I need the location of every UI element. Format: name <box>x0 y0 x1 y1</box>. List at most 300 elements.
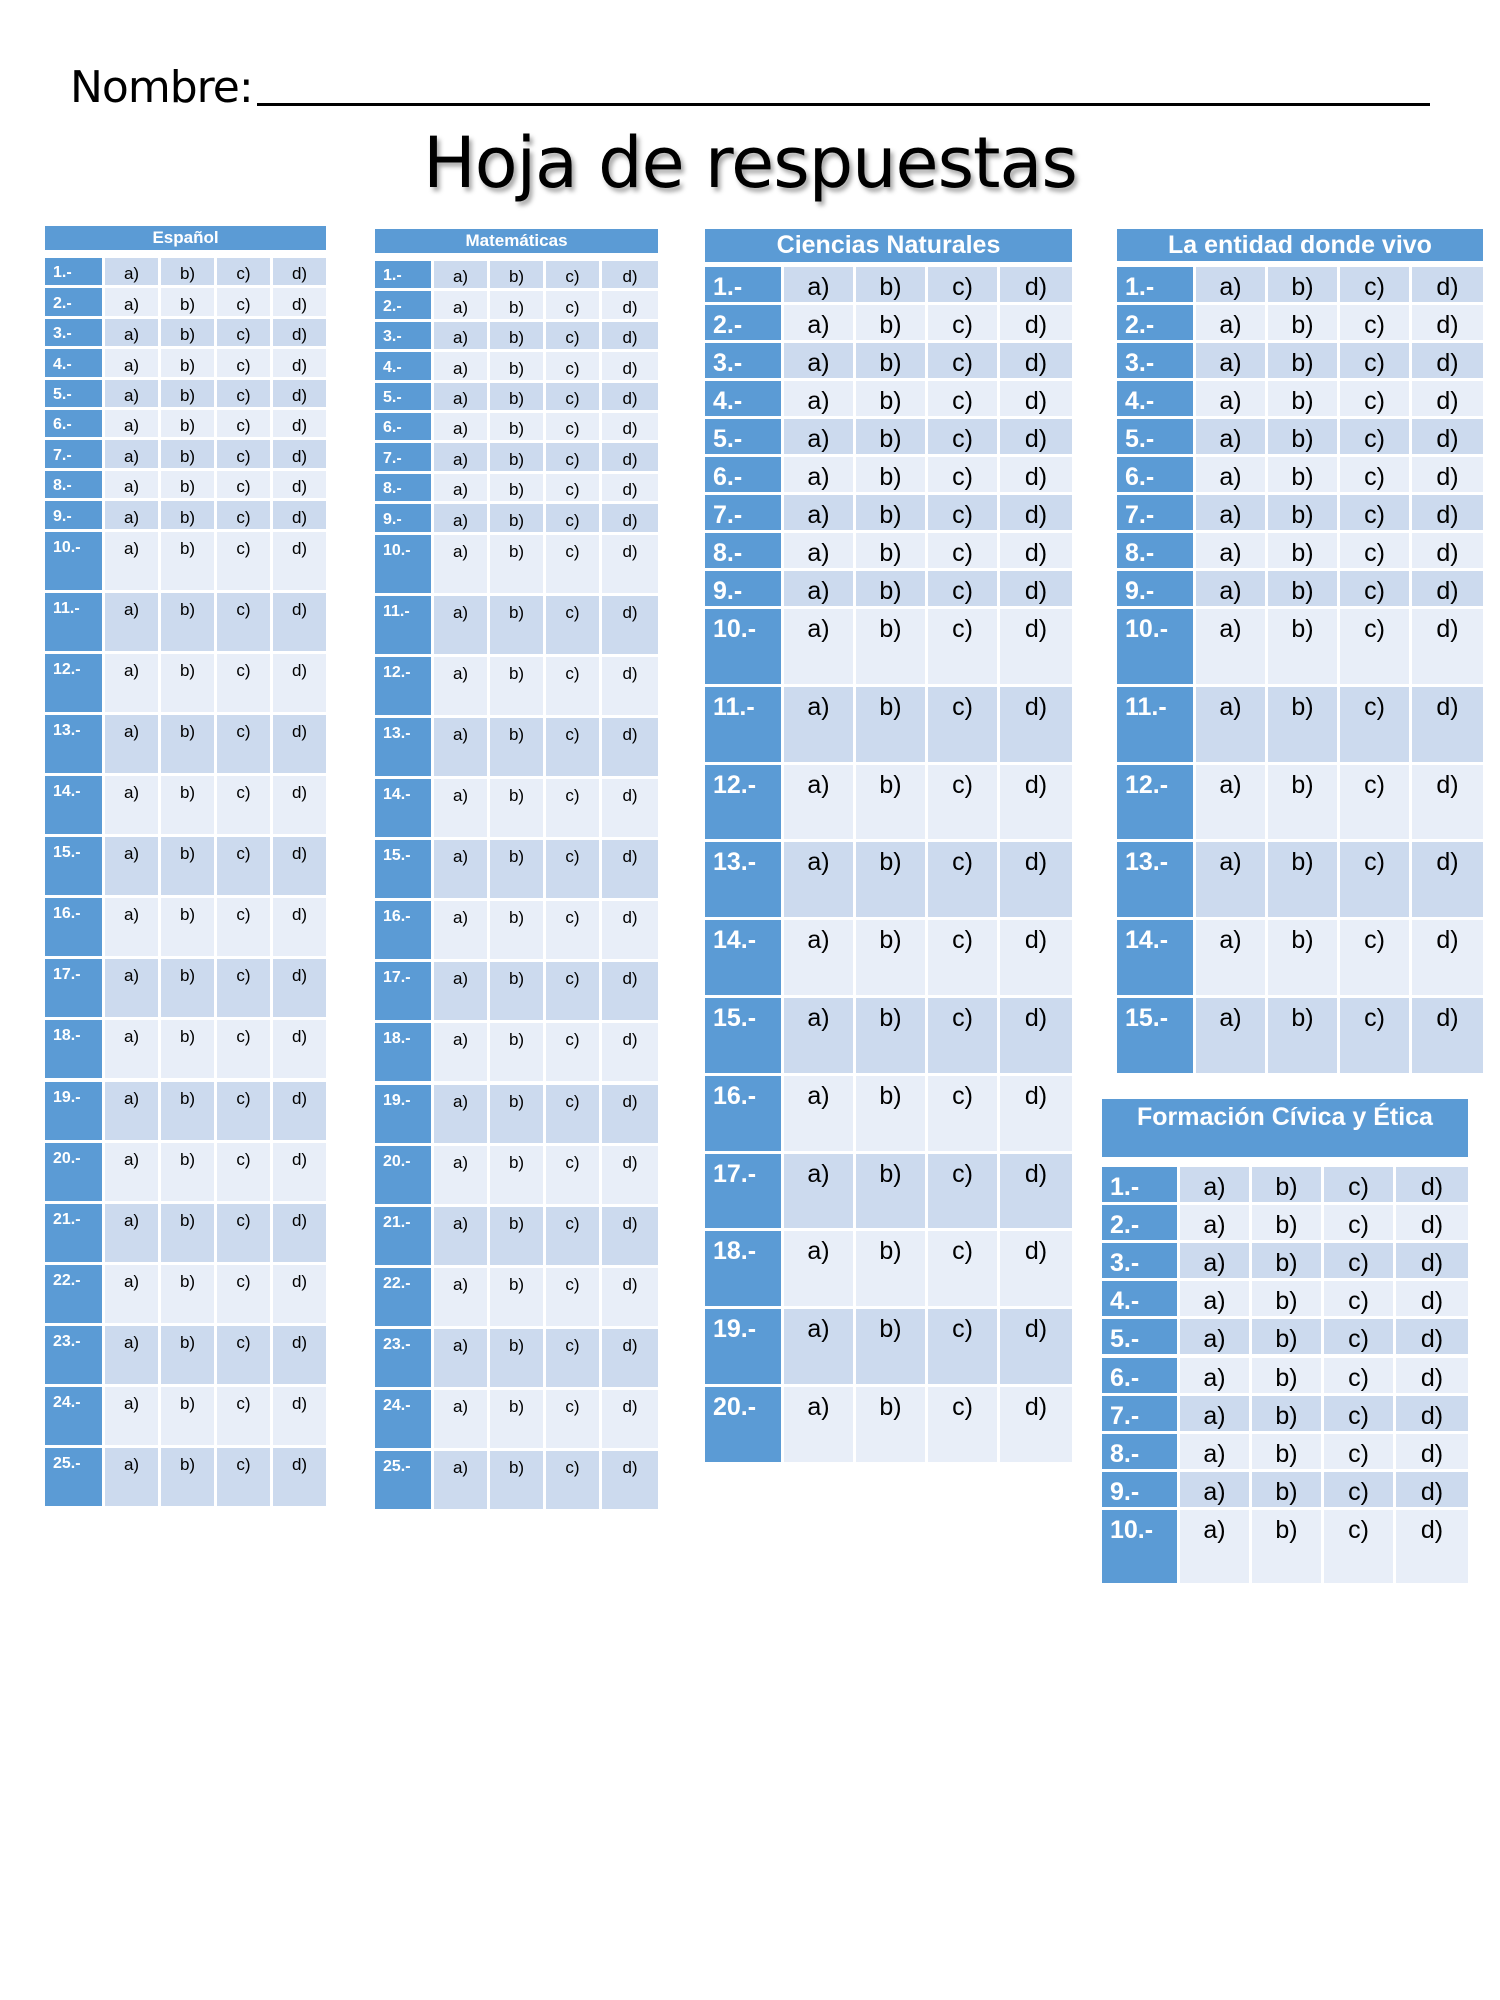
answer-option-a[interactable]: a) <box>1180 1243 1252 1281</box>
answer-option-d[interactable]: d) <box>1412 381 1483 419</box>
answer-option-c[interactable]: c) <box>546 504 602 534</box>
answer-option-c[interactable]: c) <box>928 1076 1000 1154</box>
answer-option-a[interactable]: a) <box>105 1204 161 1265</box>
answer-option-a[interactable]: a) <box>434 1329 490 1390</box>
answer-option-d[interactable]: d) <box>273 1326 326 1387</box>
answer-option-d[interactable]: d) <box>273 715 326 776</box>
answer-option-a[interactable]: a) <box>434 443 490 473</box>
answer-option-b[interactable]: b) <box>490 261 546 291</box>
answer-option-c[interactable]: c) <box>217 654 273 715</box>
answer-option-c[interactable]: c) <box>217 593 273 654</box>
answer-option-b[interactable]: b) <box>856 381 928 419</box>
answer-option-c[interactable]: c) <box>546 474 602 504</box>
answer-option-b[interactable]: b) <box>161 1143 217 1204</box>
answer-option-b[interactable]: b) <box>490 1146 546 1207</box>
answer-option-b[interactable]: b) <box>1268 571 1340 609</box>
answer-option-a[interactable]: a) <box>105 258 161 288</box>
answer-option-b[interactable]: b) <box>161 380 217 410</box>
answer-option-a[interactable]: a) <box>1180 1396 1252 1434</box>
answer-option-d[interactable]: d) <box>602 1390 658 1451</box>
answer-option-c[interactable]: c) <box>1324 1319 1396 1357</box>
answer-option-d[interactable]: d) <box>1000 1154 1072 1232</box>
answer-option-b[interactable]: b) <box>856 842 928 920</box>
answer-option-b[interactable]: b) <box>1268 765 1340 843</box>
answer-option-b[interactable]: b) <box>856 267 928 305</box>
answer-option-b[interactable]: b) <box>1252 1396 1324 1434</box>
answer-option-c[interactable]: c) <box>1340 457 1412 495</box>
answer-option-c[interactable]: c) <box>217 258 273 288</box>
answer-option-b[interactable]: b) <box>1268 609 1340 687</box>
answer-option-b[interactable]: b) <box>161 1448 217 1509</box>
answer-option-a[interactable]: a) <box>784 305 856 343</box>
answer-option-d[interactable]: d) <box>1000 305 1072 343</box>
answer-option-d[interactable]: d) <box>602 1329 658 1390</box>
answer-option-d[interactable]: d) <box>602 840 658 901</box>
answer-option-d[interactable]: d) <box>1000 998 1072 1076</box>
answer-option-a[interactable]: a) <box>105 1265 161 1326</box>
answer-option-d[interactable]: d) <box>602 1085 658 1146</box>
answer-option-c[interactable]: c) <box>546 443 602 473</box>
answer-option-c[interactable]: c) <box>1324 1434 1396 1472</box>
answer-option-a[interactable]: a) <box>1196 457 1268 495</box>
answer-option-d[interactable]: d) <box>1412 571 1483 609</box>
answer-option-a[interactable]: a) <box>434 840 490 901</box>
answer-option-a[interactable]: a) <box>1196 381 1268 419</box>
answer-option-b[interactable]: b) <box>856 305 928 343</box>
answer-option-a[interactable]: a) <box>1196 687 1268 765</box>
answer-option-b[interactable]: b) <box>161 1204 217 1265</box>
answer-option-c[interactable]: c) <box>217 380 273 410</box>
answer-option-d[interactable]: d) <box>602 1207 658 1268</box>
answer-option-d[interactable]: d) <box>1412 609 1483 687</box>
answer-option-b[interactable]: b) <box>490 596 546 657</box>
answer-option-d[interactable]: d) <box>273 837 326 898</box>
answer-option-d[interactable]: d) <box>273 380 326 410</box>
answer-option-c[interactable]: c) <box>217 440 273 470</box>
answer-option-c[interactable]: c) <box>546 1085 602 1146</box>
answer-option-d[interactable]: d) <box>1000 267 1072 305</box>
answer-option-d[interactable]: d) <box>1000 495 1072 533</box>
answer-option-c[interactable]: c) <box>928 1309 1000 1387</box>
answer-option-b[interactable]: b) <box>161 959 217 1020</box>
answer-option-a[interactable]: a) <box>784 920 856 998</box>
answer-option-b[interactable]: b) <box>490 474 546 504</box>
answer-option-b[interactable]: b) <box>1252 1358 1324 1396</box>
answer-option-d[interactable]: d) <box>1000 457 1072 495</box>
answer-option-a[interactable]: a) <box>1196 609 1268 687</box>
answer-option-a[interactable]: a) <box>105 776 161 837</box>
answer-option-d[interactable]: d) <box>602 1268 658 1329</box>
answer-option-d[interactable]: d) <box>1396 1167 1468 1205</box>
answer-option-b[interactable]: b) <box>161 1082 217 1143</box>
answer-option-b[interactable]: b) <box>1268 381 1340 419</box>
answer-option-b[interactable]: b) <box>1268 457 1340 495</box>
answer-option-c[interactable]: c) <box>928 533 1000 571</box>
answer-option-a[interactable]: a) <box>434 779 490 840</box>
answer-option-b[interactable]: b) <box>856 1231 928 1309</box>
answer-option-d[interactable]: d) <box>602 504 658 534</box>
answer-option-a[interactable]: a) <box>434 535 490 596</box>
answer-option-a[interactable]: a) <box>434 657 490 718</box>
answer-option-b[interactable]: b) <box>161 410 217 440</box>
answer-option-c[interactable]: c) <box>1324 1167 1396 1205</box>
answer-option-c[interactable]: c) <box>546 718 602 779</box>
answer-option-c[interactable]: c) <box>546 1268 602 1329</box>
answer-option-a[interactable]: a) <box>784 998 856 1076</box>
answer-option-a[interactable]: a) <box>105 1387 161 1448</box>
answer-option-b[interactable]: b) <box>856 609 928 687</box>
answer-option-a[interactable]: a) <box>1180 1281 1252 1319</box>
answer-option-c[interactable]: c) <box>1340 609 1412 687</box>
answer-option-a[interactable]: a) <box>1180 1472 1252 1510</box>
answer-option-c[interactable]: c) <box>928 765 1000 843</box>
answer-option-b[interactable]: b) <box>161 654 217 715</box>
answer-option-a[interactable]: a) <box>784 765 856 843</box>
answer-option-a[interactable]: a) <box>434 1207 490 1268</box>
answer-option-b[interactable]: b) <box>1268 842 1340 920</box>
answer-option-a[interactable]: a) <box>105 1082 161 1143</box>
answer-option-a[interactable]: a) <box>105 501 161 531</box>
answer-option-a[interactable]: a) <box>784 1154 856 1232</box>
answer-option-a[interactable]: a) <box>105 532 161 593</box>
answer-option-d[interactable]: d) <box>602 1146 658 1207</box>
answer-option-d[interactable]: d) <box>602 291 658 321</box>
answer-option-c[interactable]: c) <box>928 998 1000 1076</box>
answer-option-b[interactable]: b) <box>161 349 217 379</box>
answer-option-d[interactable]: d) <box>1000 842 1072 920</box>
answer-option-a[interactable]: a) <box>784 842 856 920</box>
answer-option-d[interactable]: d) <box>602 535 658 596</box>
answer-option-d[interactable]: d) <box>1412 419 1483 457</box>
answer-option-a[interactable]: a) <box>784 1076 856 1154</box>
answer-option-c[interactable]: c) <box>928 305 1000 343</box>
answer-option-b[interactable]: b) <box>161 471 217 501</box>
answer-option-b[interactable]: b) <box>490 1023 546 1084</box>
answer-option-d[interactable]: d) <box>1412 998 1483 1076</box>
answer-option-d[interactable]: d) <box>602 962 658 1023</box>
answer-option-b[interactable]: b) <box>161 898 217 959</box>
answer-option-c[interactable]: c) <box>546 1390 602 1451</box>
answer-option-a[interactable]: a) <box>1180 1205 1252 1243</box>
answer-option-d[interactable]: d) <box>273 410 326 440</box>
answer-option-b[interactable]: b) <box>856 495 928 533</box>
answer-option-c[interactable]: c) <box>217 532 273 593</box>
answer-option-b[interactable]: b) <box>856 571 928 609</box>
answer-option-c[interactable]: c) <box>217 1020 273 1081</box>
answer-option-d[interactable]: d) <box>602 383 658 413</box>
answer-option-c[interactable]: c) <box>217 715 273 776</box>
answer-option-a[interactable]: a) <box>1196 267 1268 305</box>
answer-option-b[interactable]: b) <box>490 962 546 1023</box>
answer-option-d[interactable]: d) <box>273 1265 326 1326</box>
answer-option-c[interactable]: c) <box>217 288 273 318</box>
answer-option-d[interactable]: d) <box>1412 267 1483 305</box>
answer-option-b[interactable]: b) <box>490 352 546 382</box>
answer-option-d[interactable]: d) <box>602 474 658 504</box>
answer-option-d[interactable]: d) <box>1000 533 1072 571</box>
answer-option-a[interactable]: a) <box>784 419 856 457</box>
answer-option-c[interactable]: c) <box>546 322 602 352</box>
answer-option-a[interactable]: a) <box>434 322 490 352</box>
answer-option-b[interactable]: b) <box>161 501 217 531</box>
answer-option-b[interactable]: b) <box>1268 920 1340 998</box>
answer-option-a[interactable]: a) <box>784 457 856 495</box>
answer-option-d[interactable]: d) <box>1396 1205 1468 1243</box>
answer-option-d[interactable]: d) <box>602 413 658 443</box>
answer-option-c[interactable]: c) <box>928 1387 1000 1465</box>
answer-option-a[interactable]: a) <box>105 715 161 776</box>
answer-option-c[interactable]: c) <box>1324 1396 1396 1434</box>
answer-option-c[interactable]: c) <box>546 901 602 962</box>
answer-option-c[interactable]: c) <box>1324 1243 1396 1281</box>
answer-option-b[interactable]: b) <box>856 1309 928 1387</box>
answer-option-d[interactable]: d) <box>1000 1309 1072 1387</box>
answer-option-b[interactable]: b) <box>856 533 928 571</box>
answer-option-c[interactable]: c) <box>217 1387 273 1448</box>
answer-option-a[interactable]: a) <box>105 1326 161 1387</box>
answer-option-b[interactable]: b) <box>490 840 546 901</box>
answer-option-b[interactable]: b) <box>856 687 928 765</box>
name-line[interactable] <box>257 103 1430 106</box>
answer-option-a[interactable]: a) <box>105 1020 161 1081</box>
answer-option-b[interactable]: b) <box>161 1265 217 1326</box>
answer-option-c[interactable]: c) <box>928 1231 1000 1309</box>
answer-option-c[interactable]: c) <box>217 959 273 1020</box>
answer-option-a[interactable]: a) <box>784 571 856 609</box>
answer-option-d[interactable]: d) <box>1412 842 1483 920</box>
answer-option-d[interactable]: d) <box>1412 457 1483 495</box>
answer-option-d[interactable]: d) <box>1412 305 1483 343</box>
answer-option-b[interactable]: b) <box>1268 343 1340 381</box>
answer-option-a[interactable]: a) <box>105 1143 161 1204</box>
answer-option-d[interactable]: d) <box>273 319 326 349</box>
answer-option-c[interactable]: c) <box>928 842 1000 920</box>
answer-option-b[interactable]: b) <box>490 383 546 413</box>
answer-option-d[interactable]: d) <box>273 258 326 288</box>
answer-option-b[interactable]: b) <box>1268 419 1340 457</box>
answer-option-b[interactable]: b) <box>490 443 546 473</box>
answer-option-a[interactable]: a) <box>784 343 856 381</box>
answer-option-a[interactable]: a) <box>784 533 856 571</box>
answer-option-a[interactable]: a) <box>105 288 161 318</box>
answer-option-b[interactable]: b) <box>161 532 217 593</box>
answer-option-c[interactable]: c) <box>928 609 1000 687</box>
answer-option-b[interactable]: b) <box>1252 1472 1324 1510</box>
answer-option-a[interactable]: a) <box>784 1231 856 1309</box>
answer-option-a[interactable]: a) <box>784 381 856 419</box>
answer-option-b[interactable]: b) <box>1252 1434 1324 1472</box>
answer-option-c[interactable]: c) <box>217 1448 273 1509</box>
answer-option-c[interactable]: c) <box>546 840 602 901</box>
answer-option-b[interactable]: b) <box>1252 1205 1324 1243</box>
answer-option-d[interactable]: d) <box>1000 419 1072 457</box>
answer-option-a[interactable]: a) <box>105 837 161 898</box>
answer-option-a[interactable]: a) <box>105 410 161 440</box>
answer-option-a[interactable]: a) <box>105 349 161 379</box>
answer-option-d[interactable]: d) <box>1396 1472 1468 1510</box>
answer-option-d[interactable]: d) <box>1000 571 1072 609</box>
answer-option-d[interactable]: d) <box>602 718 658 779</box>
answer-option-b[interactable]: b) <box>490 779 546 840</box>
answer-option-b[interactable]: b) <box>490 1451 546 1512</box>
answer-option-b[interactable]: b) <box>856 998 928 1076</box>
answer-option-d[interactable]: d) <box>1000 1076 1072 1154</box>
answer-option-d[interactable]: d) <box>1000 1231 1072 1309</box>
answer-option-b[interactable]: b) <box>856 419 928 457</box>
answer-option-b[interactable]: b) <box>856 343 928 381</box>
answer-option-d[interactable]: d) <box>273 1387 326 1448</box>
answer-option-b[interactable]: b) <box>856 1154 928 1232</box>
answer-option-a[interactable]: a) <box>1196 533 1268 571</box>
answer-option-c[interactable]: c) <box>546 291 602 321</box>
answer-option-c[interactable]: c) <box>217 1082 273 1143</box>
answer-option-c[interactable]: c) <box>928 457 1000 495</box>
answer-option-b[interactable]: b) <box>1268 495 1340 533</box>
answer-option-b[interactable]: b) <box>490 322 546 352</box>
answer-option-b[interactable]: b) <box>1268 533 1340 571</box>
answer-option-b[interactable]: b) <box>161 837 217 898</box>
answer-option-a[interactable]: a) <box>1196 419 1268 457</box>
answer-option-c[interactable]: c) <box>1324 1510 1396 1586</box>
answer-option-b[interactable]: b) <box>490 718 546 779</box>
answer-option-d[interactable]: d) <box>1000 687 1072 765</box>
answer-option-c[interactable]: c) <box>546 1023 602 1084</box>
answer-option-a[interactable]: a) <box>434 1085 490 1146</box>
answer-option-b[interactable]: b) <box>490 1085 546 1146</box>
answer-option-a[interactable]: a) <box>434 504 490 534</box>
answer-option-b[interactable]: b) <box>856 1076 928 1154</box>
answer-option-d[interactable]: d) <box>273 654 326 715</box>
answer-option-a[interactable]: a) <box>784 495 856 533</box>
answer-option-d[interactable]: d) <box>1412 765 1483 843</box>
answer-option-c[interactable]: c) <box>928 267 1000 305</box>
answer-option-c[interactable]: c) <box>1340 920 1412 998</box>
answer-option-c[interactable]: c) <box>1340 495 1412 533</box>
answer-option-b[interactable]: b) <box>1252 1510 1324 1586</box>
answer-option-b[interactable]: b) <box>161 258 217 288</box>
answer-option-a[interactable]: a) <box>434 901 490 962</box>
answer-option-b[interactable]: b) <box>490 1207 546 1268</box>
answer-option-d[interactable]: d) <box>602 596 658 657</box>
answer-option-c[interactable]: c) <box>546 779 602 840</box>
answer-option-c[interactable]: c) <box>1340 267 1412 305</box>
answer-option-b[interactable]: b) <box>490 504 546 534</box>
answer-option-c[interactable]: c) <box>217 898 273 959</box>
answer-option-d[interactable]: d) <box>273 1082 326 1143</box>
answer-option-b[interactable]: b) <box>490 291 546 321</box>
answer-option-c[interactable]: c) <box>217 410 273 440</box>
answer-option-c[interactable]: c) <box>546 261 602 291</box>
answer-option-c[interactable]: c) <box>1324 1281 1396 1319</box>
answer-option-a[interactable]: a) <box>1196 495 1268 533</box>
answer-option-c[interactable]: c) <box>928 495 1000 533</box>
answer-option-b[interactable]: b) <box>161 1387 217 1448</box>
answer-option-c[interactable]: c) <box>217 1204 273 1265</box>
answer-option-d[interactable]: d) <box>602 901 658 962</box>
answer-option-c[interactable]: c) <box>1340 842 1412 920</box>
answer-option-c[interactable]: c) <box>546 962 602 1023</box>
answer-option-b[interactable]: b) <box>161 593 217 654</box>
answer-option-b[interactable]: b) <box>490 1268 546 1329</box>
answer-option-d[interactable]: d) <box>1000 1387 1072 1465</box>
answer-option-d[interactable]: d) <box>1412 495 1483 533</box>
answer-option-d[interactable]: d) <box>273 1204 326 1265</box>
answer-option-b[interactable]: b) <box>1268 305 1340 343</box>
answer-option-a[interactable]: a) <box>105 319 161 349</box>
answer-option-c[interactable]: c) <box>1340 419 1412 457</box>
answer-option-b[interactable]: b) <box>490 1329 546 1390</box>
answer-option-a[interactable]: a) <box>434 1390 490 1451</box>
answer-option-a[interactable]: a) <box>105 593 161 654</box>
answer-option-a[interactable]: a) <box>434 413 490 443</box>
answer-option-c[interactable]: c) <box>1340 687 1412 765</box>
answer-option-d[interactable]: d) <box>273 288 326 318</box>
answer-option-c[interactable]: c) <box>217 319 273 349</box>
answer-option-b[interactable]: b) <box>490 535 546 596</box>
answer-option-d[interactable]: d) <box>273 532 326 593</box>
answer-option-c[interactable]: c) <box>1340 305 1412 343</box>
answer-option-a[interactable]: a) <box>1180 1167 1252 1205</box>
answer-option-c[interactable]: c) <box>1340 343 1412 381</box>
answer-option-c[interactable]: c) <box>217 1265 273 1326</box>
answer-option-a[interactable]: a) <box>434 474 490 504</box>
answer-option-a[interactable]: a) <box>434 718 490 779</box>
answer-option-a[interactable]: a) <box>434 1023 490 1084</box>
answer-option-a[interactable]: a) <box>105 898 161 959</box>
answer-option-d[interactable]: d) <box>1412 533 1483 571</box>
answer-option-d[interactable]: d) <box>1396 1281 1468 1319</box>
answer-option-c[interactable]: c) <box>546 1207 602 1268</box>
answer-option-c[interactable]: c) <box>928 381 1000 419</box>
answer-option-d[interactable]: d) <box>1412 343 1483 381</box>
answer-option-a[interactable]: a) <box>1196 305 1268 343</box>
answer-option-a[interactable]: a) <box>784 687 856 765</box>
answer-option-c[interactable]: c) <box>546 1451 602 1512</box>
answer-option-b[interactable]: b) <box>161 776 217 837</box>
answer-option-c[interactable]: c) <box>928 920 1000 998</box>
answer-option-d[interactable]: d) <box>602 657 658 718</box>
answer-option-b[interactable]: b) <box>1252 1281 1324 1319</box>
answer-option-c[interactable]: c) <box>546 1329 602 1390</box>
answer-option-b[interactable]: b) <box>490 657 546 718</box>
answer-option-c[interactable]: c) <box>1340 381 1412 419</box>
answer-option-c[interactable]: c) <box>928 343 1000 381</box>
answer-option-a[interactable]: a) <box>1196 571 1268 609</box>
answer-option-a[interactable]: a) <box>1196 343 1268 381</box>
answer-option-a[interactable]: a) <box>1196 998 1268 1076</box>
answer-option-c[interactable]: c) <box>546 535 602 596</box>
answer-option-c[interactable]: c) <box>1340 571 1412 609</box>
answer-option-a[interactable]: a) <box>784 1309 856 1387</box>
answer-option-a[interactable]: a) <box>105 1448 161 1509</box>
answer-option-d[interactable]: d) <box>273 593 326 654</box>
answer-option-d[interactable]: d) <box>1000 920 1072 998</box>
answer-option-b[interactable]: b) <box>856 765 928 843</box>
answer-option-a[interactable]: a) <box>105 471 161 501</box>
answer-option-b[interactable]: b) <box>161 1020 217 1081</box>
answer-option-a[interactable]: a) <box>105 380 161 410</box>
answer-option-d[interactable]: d) <box>1000 765 1072 843</box>
answer-option-b[interactable]: b) <box>161 288 217 318</box>
answer-option-b[interactable]: b) <box>856 1387 928 1465</box>
answer-option-c[interactable]: c) <box>1324 1358 1396 1396</box>
answer-option-c[interactable]: c) <box>546 352 602 382</box>
answer-option-b[interactable]: b) <box>1268 998 1340 1076</box>
answer-option-d[interactable]: d) <box>273 440 326 470</box>
answer-option-b[interactable]: b) <box>161 319 217 349</box>
answer-option-c[interactable]: c) <box>217 501 273 531</box>
answer-option-a[interactable]: a) <box>1180 1434 1252 1472</box>
